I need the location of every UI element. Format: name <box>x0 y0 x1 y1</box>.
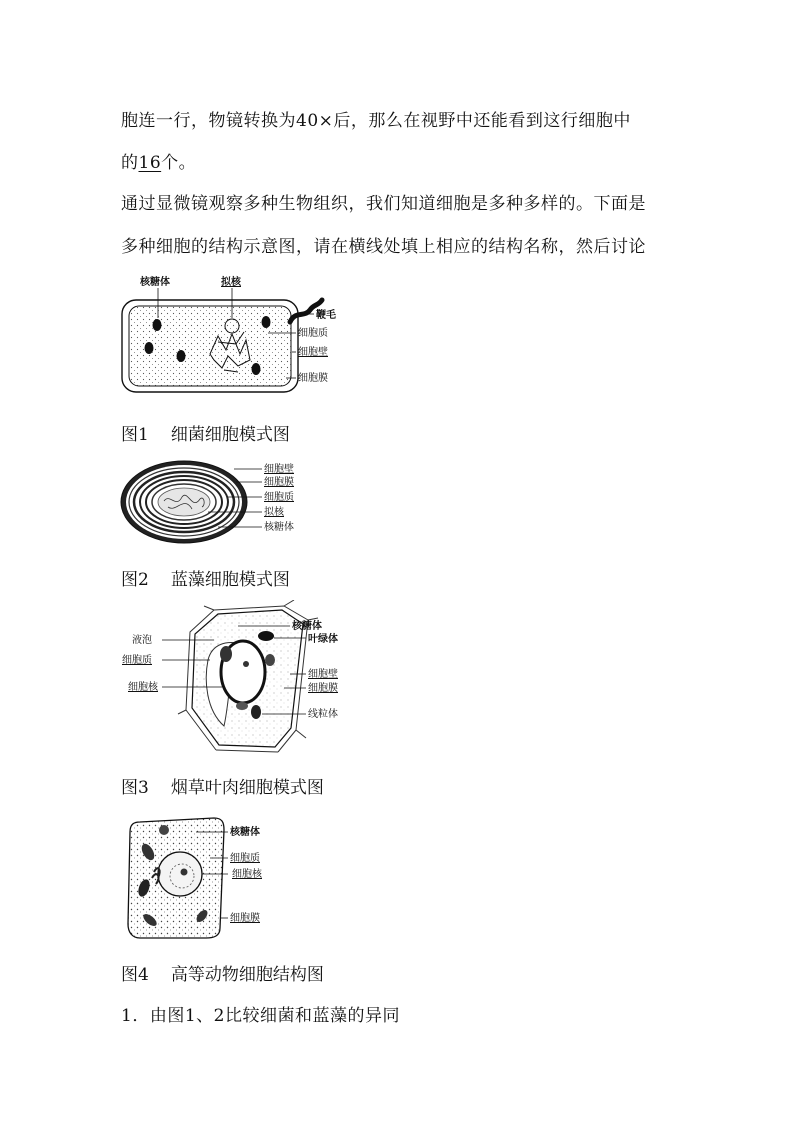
figure-3-plant-cell-diagram <box>118 600 358 760</box>
nucleus-shape <box>158 852 202 896</box>
label-flagellum: 鞭毛 <box>316 310 336 321</box>
label-nucleus: 细胞核 <box>128 682 158 693</box>
label-vacuole: 液泡 <box>132 635 152 646</box>
ribosome-dot <box>145 342 154 354</box>
label-cell-wall: 细胞壁 <box>298 347 328 358</box>
nucleoid-region <box>158 488 210 516</box>
figure-4-animal-cell-diagram <box>118 812 318 944</box>
question-1: 1．由图1、2比较细菌和蓝藻的异同 <box>121 1006 400 1026</box>
chloroplast <box>258 631 274 641</box>
paragraph-line-4: 多种细胞的结构示意图，请在横线处填上相应的结构名称，然后讨论 <box>121 237 646 257</box>
chloroplast <box>236 702 248 710</box>
label-cell-wall: 细胞壁 <box>308 669 338 680</box>
chloroplast <box>220 646 232 662</box>
ribosome-dot <box>252 363 261 375</box>
label-cell-membrane: 细胞膜 <box>230 913 260 924</box>
label-cell-membrane: 细胞膜 <box>308 683 338 694</box>
ribosome-dot <box>262 316 271 328</box>
ribosome-dot <box>177 350 186 362</box>
label-cytoplasm: 细胞质 <box>298 328 328 339</box>
figure-4-caption: 图4 高等动物细胞结构图 <box>121 965 324 985</box>
label-ribosome: 核糖体 <box>230 827 260 838</box>
paragraph-line-3: 通过显微镜观察多种生物组织，我们知道细胞是多种多样的。下面是 <box>121 194 646 214</box>
label-ribosome: 核糖体 <box>292 621 322 632</box>
figure-2-cyanobacterium-diagram <box>118 455 318 555</box>
label-nucleoid: 拟核 <box>221 277 241 288</box>
label-nucleus: 细胞核 <box>232 869 262 880</box>
label-mitochondria: 线粒体 <box>308 709 338 720</box>
paragraph-line-1: 胞连一行，物镜转换为40×后，那么在视野中还能看到这行细胞中 <box>121 111 631 131</box>
label-ribosome: 核糖体 <box>140 277 170 288</box>
mitochondrion <box>251 705 261 719</box>
ribosome-dot <box>153 319 162 331</box>
label-chloroplast: 叶绿体 <box>308 634 338 645</box>
label-cell-membrane: 细胞膜 <box>298 373 328 384</box>
label-cytoplasm: 细胞质 <box>122 655 152 666</box>
label-cytoplasm: 细胞质 <box>264 492 294 503</box>
label-ribosome: 核糖体 <box>264 522 294 533</box>
figure-1-bacterium-diagram <box>118 270 358 400</box>
nucleolus <box>181 869 188 876</box>
label-cytoplasm: 细胞质 <box>230 853 260 864</box>
nucleolus <box>243 661 249 667</box>
figure-1-caption: 图1 细菌细胞模式图 <box>121 425 290 445</box>
line2-prefix: 的 <box>121 153 139 173</box>
answer-blank-16: 16 <box>138 153 162 173</box>
label-nucleoid: 拟核 <box>264 507 284 518</box>
figure-3-caption: 图3 烟草叶肉细胞模式图 <box>121 778 324 798</box>
label-cell-wall: 细胞壁 <box>264 464 294 475</box>
label-cell-membrane: 细胞膜 <box>264 477 294 488</box>
paragraph-line-2 <box>121 148 196 173</box>
chloroplast <box>265 654 275 666</box>
figure-2-caption: 图2 蓝藻细胞模式图 <box>121 570 290 590</box>
line2-suffix: 个。 <box>161 153 197 173</box>
